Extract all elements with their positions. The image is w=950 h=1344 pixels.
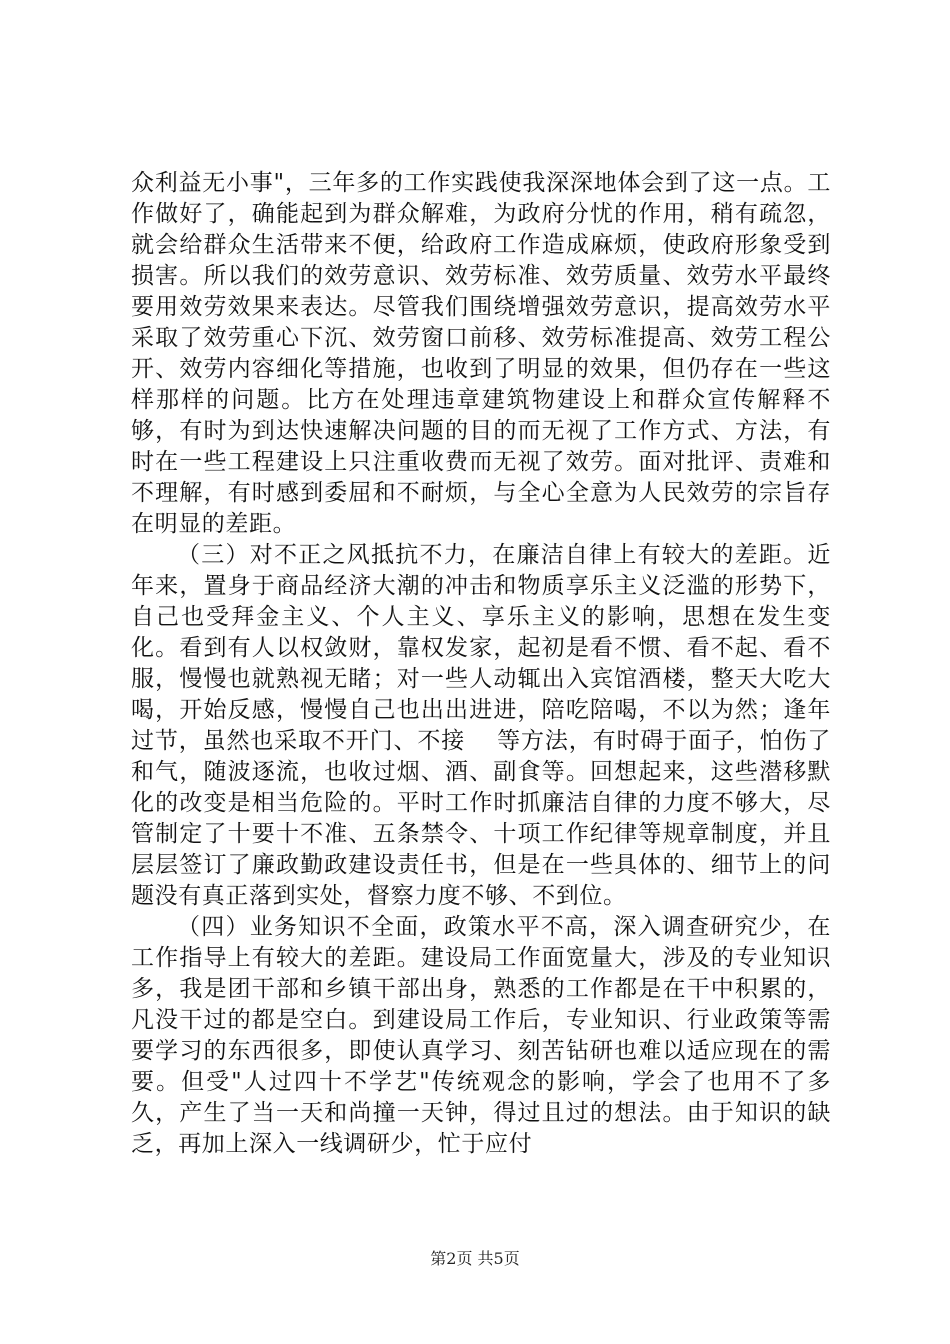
body-text [131,168,831,1160]
paragraph-section-3: （三）对不正之风抵抗不力，在廉洁自律上有较大的差距。近年来，置身于商品经济大潮的冲击和物质享乐主义泛滥的形势下，自己也受拜金主义、个人主义、享乐主义的影响，思想在发生变化。看到有人以权敛财，靠权发家，起初是看不惯、看不起、看不服，慢慢也就熟视无睹；对一些人动辄出入宾馆酒楼，整天大吃大喝，开始反感，慢慢自己也出出进进，陪吃陪喝，不以为然；逢年过节，虽然也采取不开门、不接 等方法，有时碍于面子，怕伤了和气，随波逐流，也收过烟、酒、副食等。回想起来，这些潜移默化的改变是相当危险的。平时工作时抓廉洁自律的力度不够大，尽管制定了十要十不准、五条禁令、十项工作纪律等规章制度，并且层层签订了廉政勤政建设责任书，但是在一些具体的、细节上的问题没有真正落到实处，督察力度不够、不到位。 [131,542,831,909]
paragraph-continuation: 众利益无小事"，三年多的工作实践使我深深地体会到了这一点。工作做好了，确能起到为群众解难，为政府分忧的作用，稍有疏忽，就会给群众生活带来不便，给政府工作造成麻烦，使政府形象受到损害。所以我们的效劳意识、效劳标准、效劳质量、效劳水平最终要用效劳效果来表达。尽管我们围绕增强效劳意识，提高效劳水平采取了效劳重心下沉、效劳窗口前移、效劳标准提高、效劳工程公开、效劳内容细化等措施，也收到了明显的效果，但仍存在一些这样那样的问题。比方在处理违章建筑物建设上和群众宣传解释不够，有时为到达快速解决问题的目的而无视了工作方式、方法，有时在一些工程建设上只注重收费而无视了效劳。面对批评、责难和不理解，有时感到委屈和不耐烦，与全心全意为人民效劳的宗旨存在明显的差距。 [131,170,831,537]
page-footer: 第2页 共5页 [430,1249,520,1268]
paragraph-section-4: （四）业务知识不全面，政策水平不高，深入调查研究少，在工作指导上有较大的差距。建设局工作面宽量大，涉及的专业知识多，我是团干部和乡镇干部出身，熟悉的工作都是在干中积累的，凡没干过的都是空白。到建设局工作后，专业知识、行业政策等需要学习的东西很多，即使认真学习、刻苦钻研也难以适应现在的需要。但受"人过四十不学艺"传统观念的影响，学会了也用不了多久，产生了当一天和尚撞一天钟，得过且过的想法。由于知识的缺乏，再加上深入一线调研少，忙于应付 [131,914,831,1157]
